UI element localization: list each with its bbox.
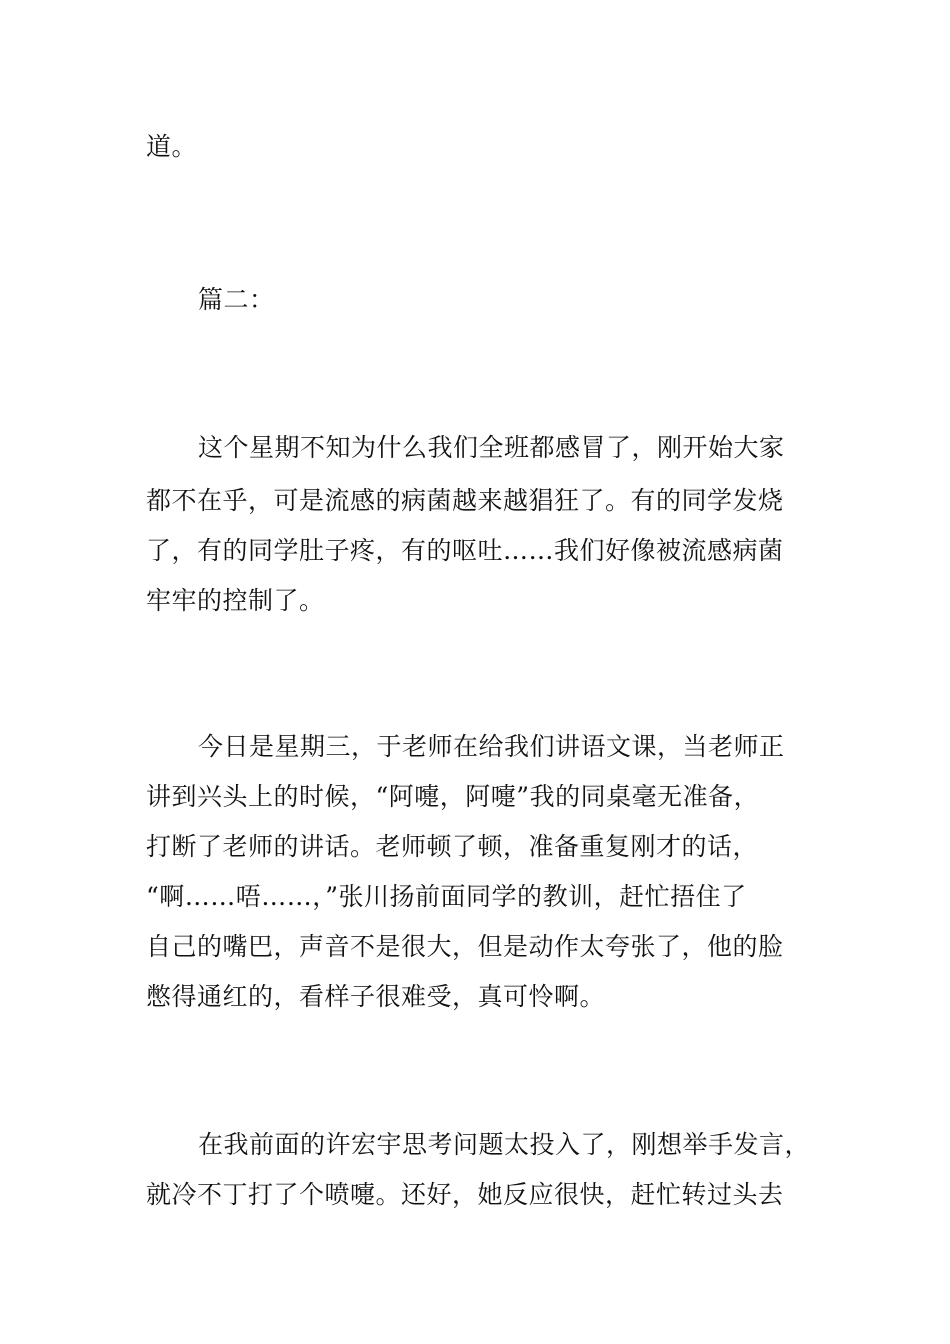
text-line: “啊……唔……，”张川扬前面同学的教训，赶忙捂住了 [146, 882, 747, 911]
text-line: 就冷不丁打了个喷嚏。还好，她反应很快，赶忙转过头去 [146, 1180, 784, 1209]
text-line: 了，有的同学肚子疼，有的呕吐……我们好像被流感病菌 [146, 536, 784, 565]
text-line: 这个星期不知为什么我们全班都感冒了，刚开始大家 [198, 433, 785, 462]
text-line: 在我前面的许宏宇思考问题太投入了，刚想举手发言， [198, 1130, 811, 1159]
text-line: 讲到兴头上的时候，“阿嚏，阿嚏”我的同桌毫无准备， [146, 782, 760, 811]
text-line: 牢牢的控制了。 [146, 586, 325, 615]
text-line: 今日是星期三，于老师在给我们讲语文课，当老师正 [198, 732, 785, 761]
text-line: 道。 [146, 132, 198, 161]
text-line: 自己的嘴巴，声音不是很大，但是动作太夸张了，他的脸 [146, 932, 784, 961]
text-line: 打断了老师的讲话。老师顿了顿，准备重复刚才的话， [146, 832, 759, 861]
text-line: 憋得通红的，看样子很难受，真可怜啊。 [146, 982, 606, 1011]
section-heading: 篇二： [198, 285, 275, 314]
text-line: 都不在乎，可是流感的病菌越来越猖狂了。有的同学发烧 [146, 486, 784, 515]
